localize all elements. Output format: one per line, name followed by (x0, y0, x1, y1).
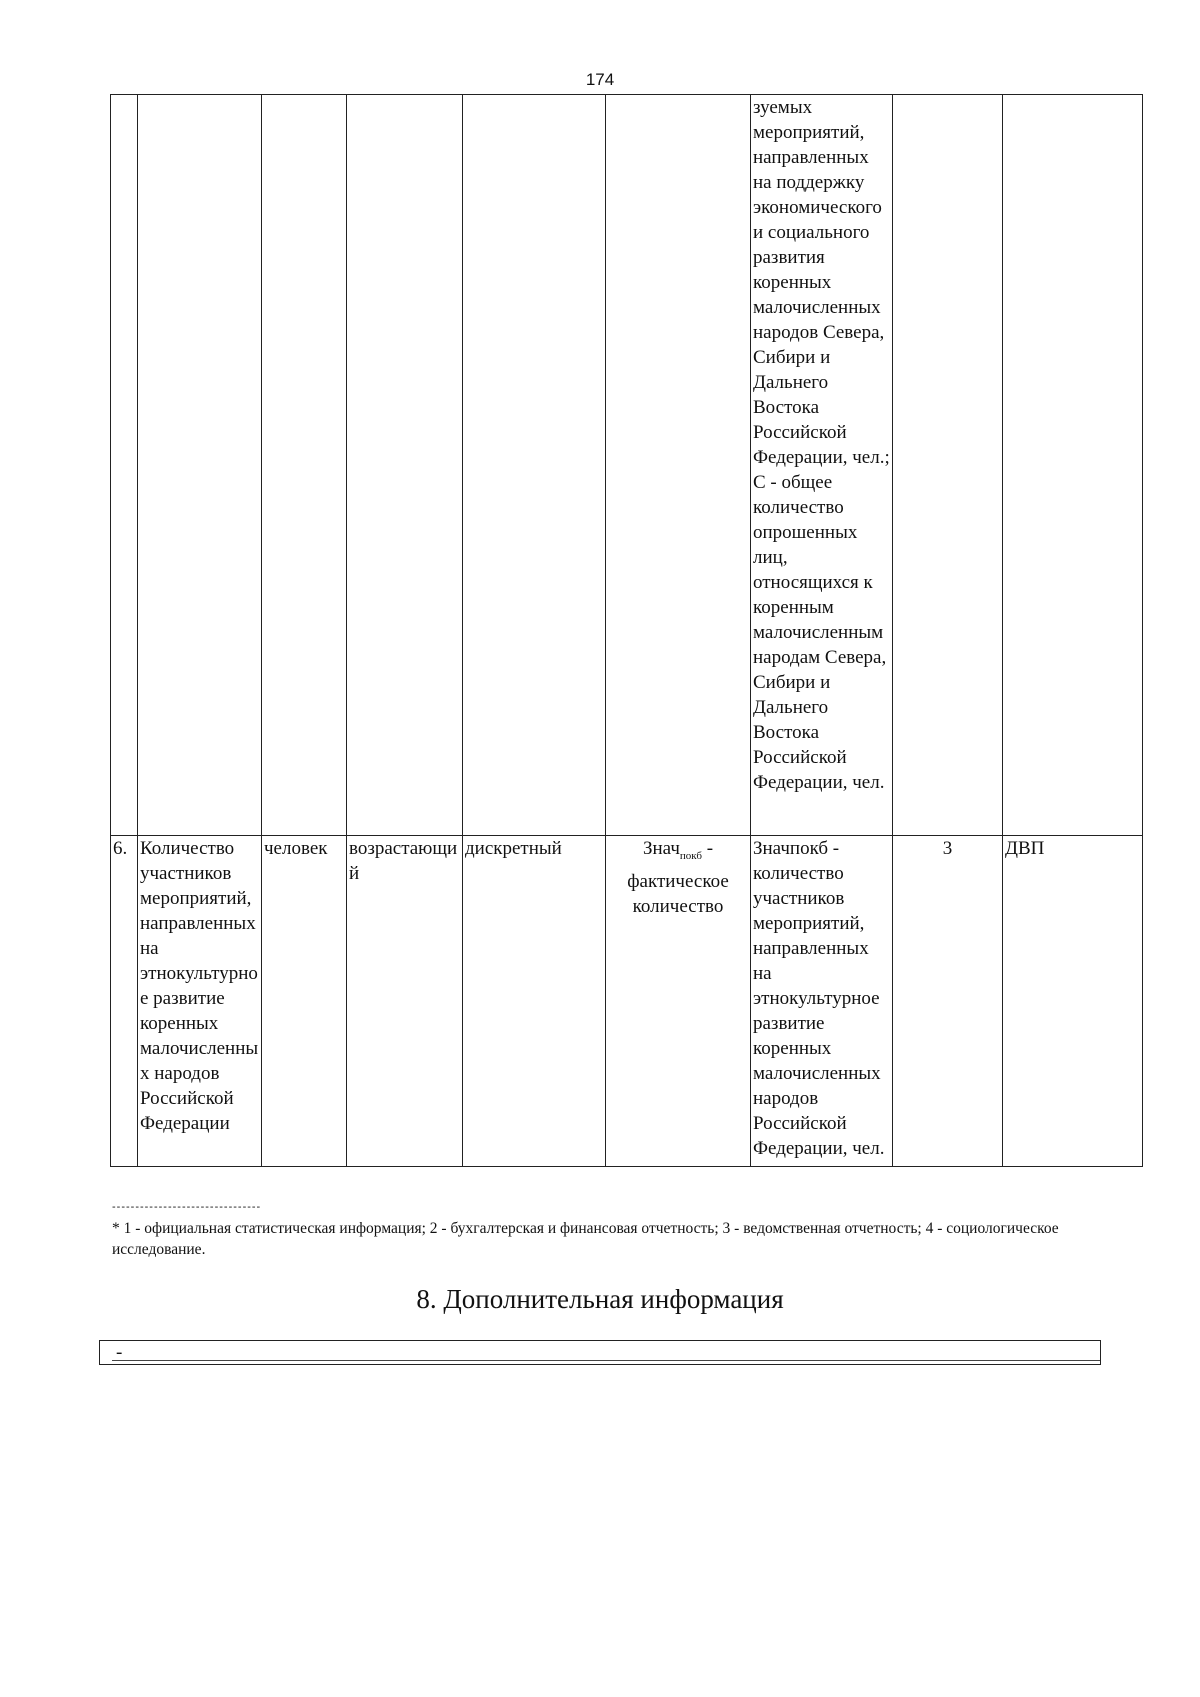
cell-empty (606, 95, 751, 836)
cell-data-source: 3 (893, 836, 1003, 1167)
cell-empty (463, 95, 606, 836)
cell-type: дискретный (463, 836, 606, 1167)
footnote-separator: -------------------------------- (112, 1201, 262, 1213)
cell-formula: Значпокб - количество участников мероприятий, направленных на этнокультурное развитие коренных малочисленных народов Российской Федерации, чел. (751, 836, 893, 1167)
section-title: 8. Дополнительная информация (416, 1284, 784, 1314)
cell-empty (262, 95, 347, 836)
method-symbol: Знач (642, 838, 680, 859)
cell-formula-continuation: зуемых мероприятий, направленных на поддержку экономического и социального развития коренных малочисленных народов Севера, Сибири и Дальнего Востока Российской Федерации, чел.; С - общее количество опрошенных лиц, относящихся к коренным малочисленным народам Севера, Сибири и Дальнего Востока Российской Федерации, чел. (751, 95, 893, 836)
table-row (111, 836, 1143, 1167)
additional-info-content: - (116, 1342, 123, 1363)
indicators-table (110, 94, 1143, 1167)
cell-empty (111, 95, 138, 836)
cell-empty (1003, 95, 1143, 836)
cell-empty (893, 95, 1003, 836)
cell-indicator-name: Количество участников мероприятий, направленных на этнокультурное развитие коренных малочисленных народов Российской Федерации (138, 836, 262, 1167)
method-subscript: покб (679, 849, 702, 862)
cell-empty (347, 95, 463, 836)
cell-unit: человек (262, 836, 347, 1167)
footnote: * 1 - официальная статистическая информация; 2 - бухгалтерская и финансовая отчетность; 3 - ведомственная отчетность; 4 - социологическое исследование. (112, 1220, 1059, 1258)
box-divider (112, 1360, 1100, 1361)
cell-dynamics: возрастающий (347, 836, 463, 1167)
additional-info-box (99, 1340, 1101, 1365)
table-row-continuation (111, 95, 1143, 836)
page-number: 174 (585, 70, 615, 89)
cell-empty (138, 95, 262, 836)
cell-row-number: 6. (111, 836, 138, 1167)
method-description: - фактическое количество (627, 838, 729, 917)
cell-calculation-method (606, 836, 751, 1167)
cell-responsible: ДВП (1003, 836, 1143, 1167)
